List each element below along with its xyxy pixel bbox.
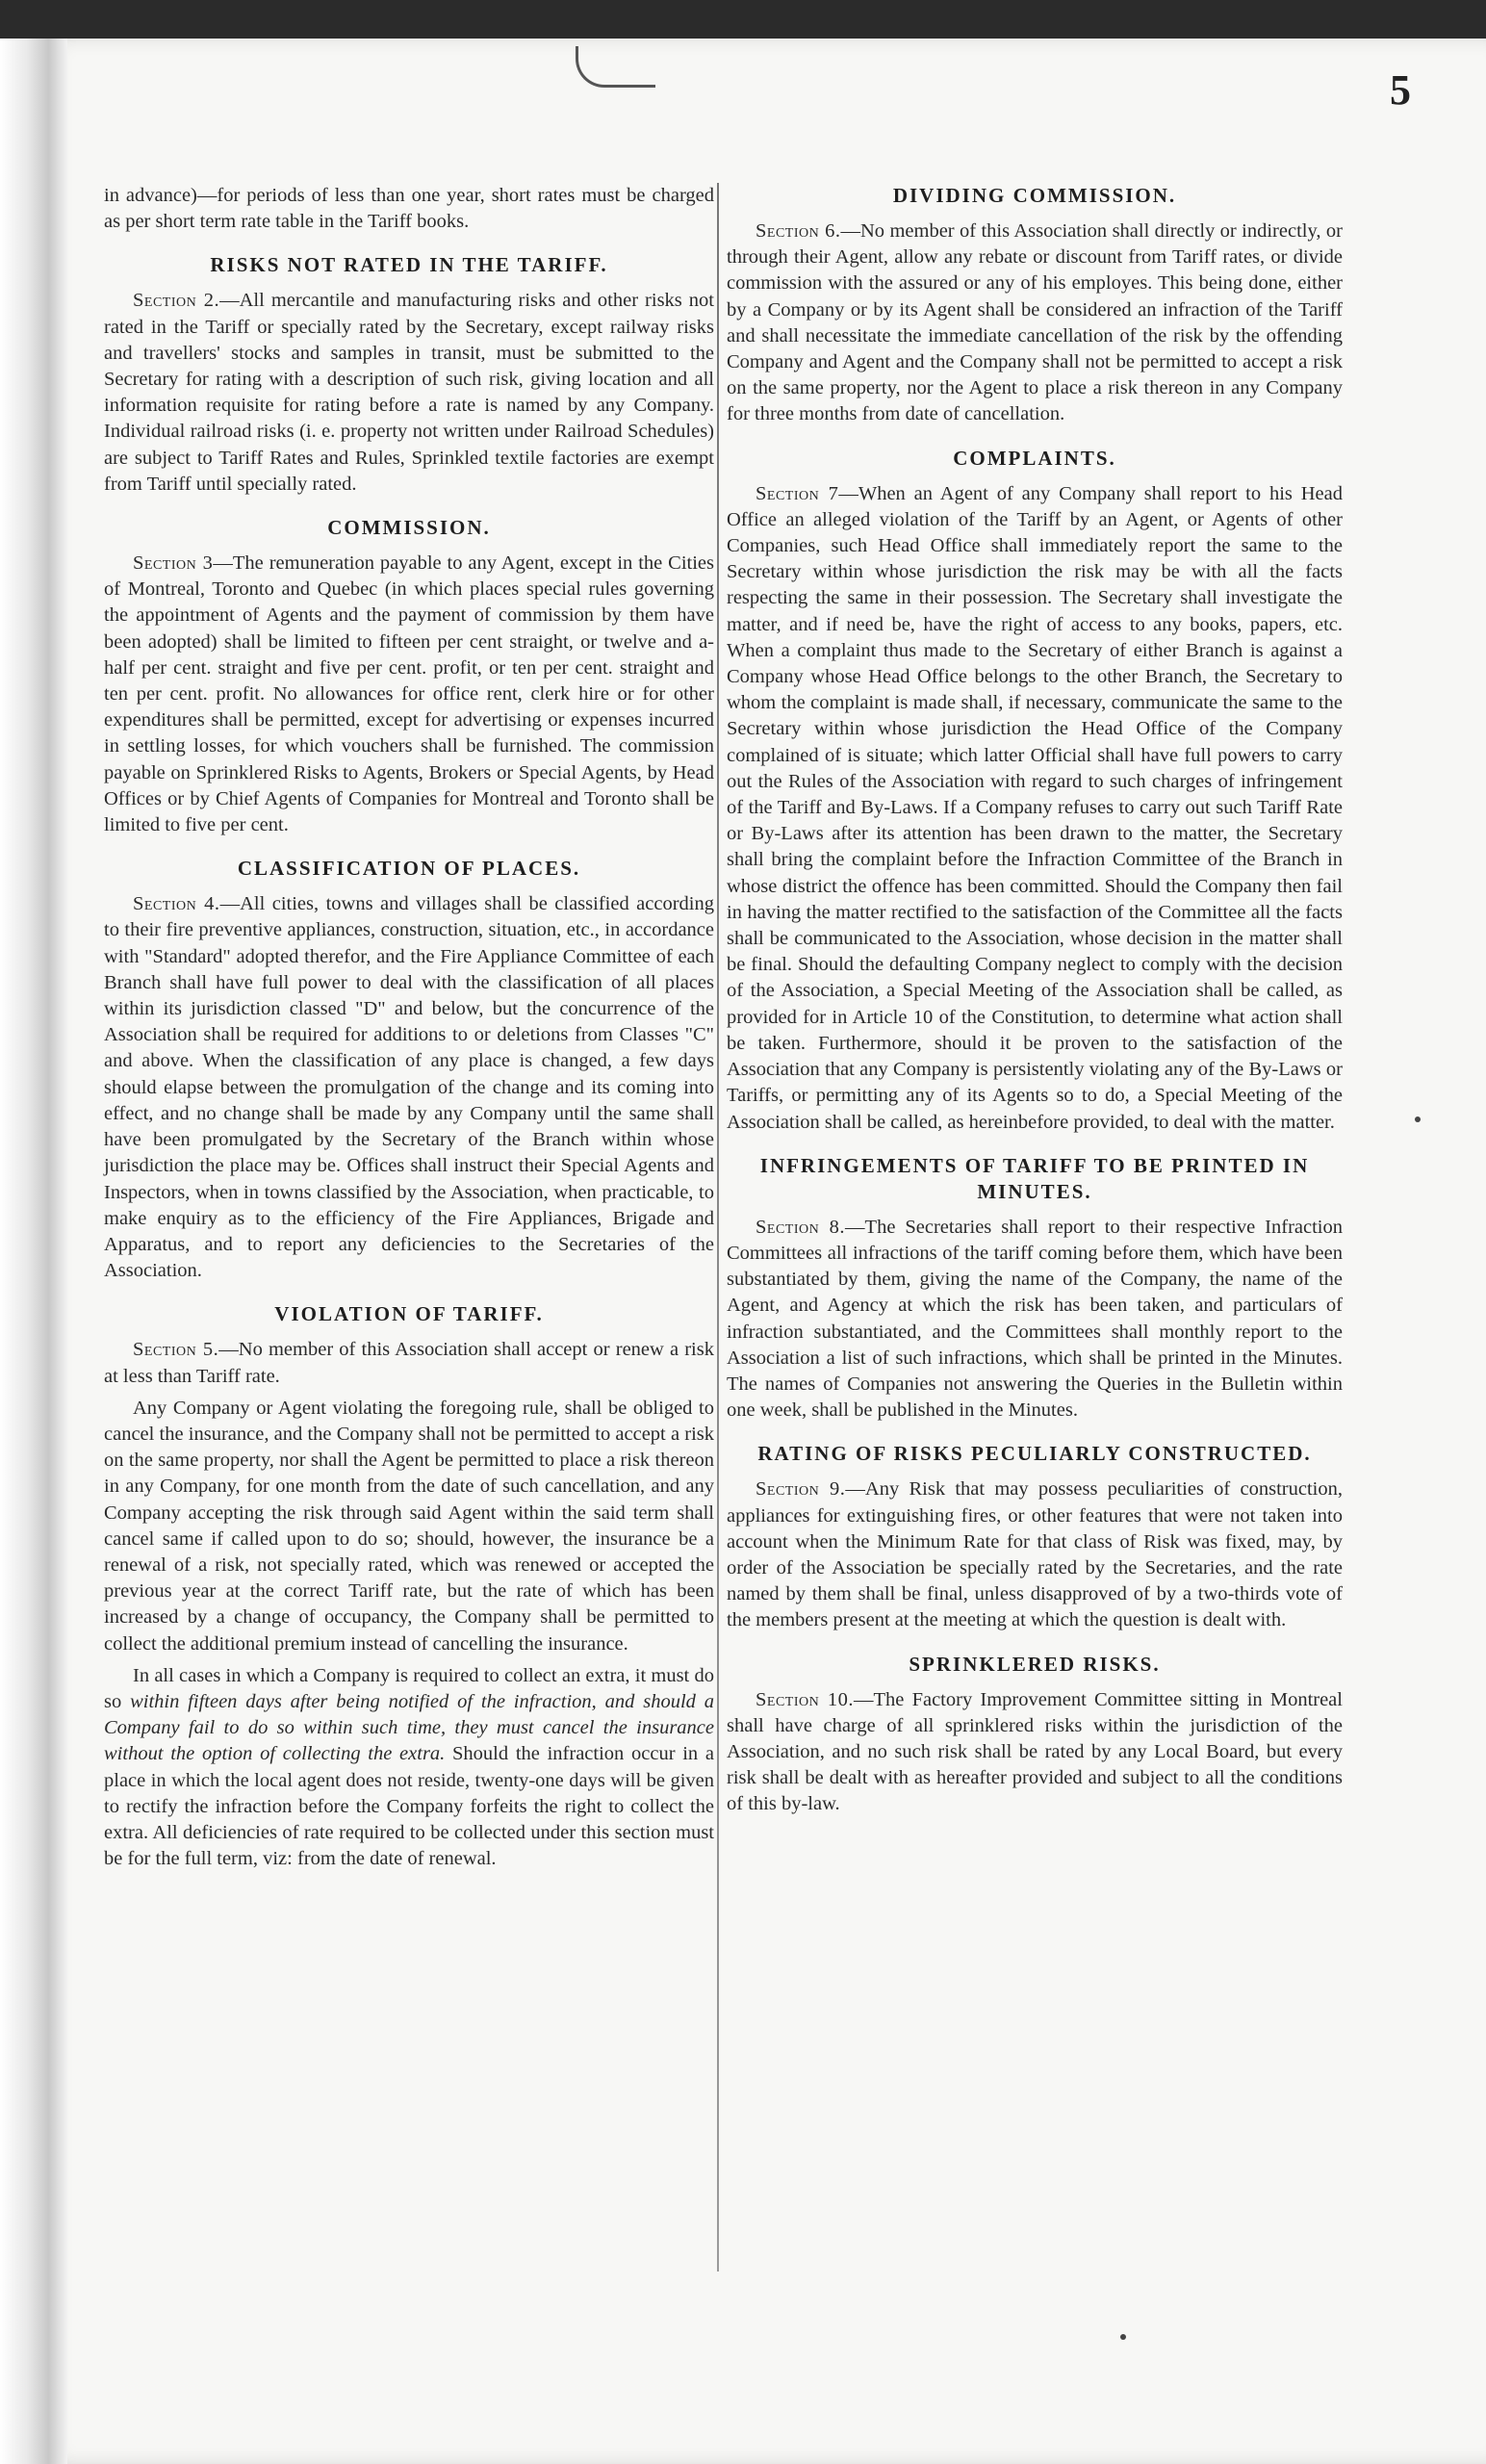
heading-commission: COMMISSION. bbox=[327, 516, 491, 540]
section-3-text: —The remuneration payable to any Agent, except in the Cities of Montreal, Toronto and Quebec (in which places special rules governing the appointment of Agents and the payment of commission by them have been adopted) shall be limited to fifteen per cent straight, or twelve and a-half per cent. straight and five per cent. profit, or ten per cent. straight and ten per cent. profit. No allowances for office rent, clerk hire or for other expenditures shall be permitted, except for advertising or expenses incurred in settling losses, for which vouchers shall be furnished. The commission payable on Sprinklered Risks to Agents, Brokers or Special Agents, by Head Offices or by Chief Agents of Companies for Montreal and Toronto shall be limited to five per cent. bbox=[104, 552, 715, 836]
section-9-label: Section 9. bbox=[756, 1478, 846, 1501]
section-6-text: —No member of this Association shall directly or indirectly, or through their Agent, allow any rebate or discount from Tariff rates, or divide commission with the assured or any of his employes. This being done, either by a Company or by its Agent shall be considered an infraction of the Tariff and shall necessitate the immediate cancellation of the risk by the offending Company and Agent and the Company shall not be permitted to accept a risk on the same property, nor the Agent to place a risk thereon in any Company for three months from date of cancellation. bbox=[727, 220, 1343, 425]
section-5-p3-italic: within fifteen days after being notified of the infraction, and should a Company fail to do so within such time, they must cancel the insurance without the option of collecting the extra. bbox=[104, 1690, 714, 1765]
section-5-label: Section 5. bbox=[133, 1339, 219, 1361]
section-7-label: Section 7 bbox=[756, 482, 839, 504]
section-6-paragraph bbox=[727, 218, 1343, 428]
heading-rating: RATING OF RISKS PECULIARLY CONSTRUCTED. bbox=[757, 1442, 1312, 1466]
section-2-paragraph bbox=[104, 288, 714, 498]
section-5-paragraph-2: Any Company or Agent violating the foregoing rule, shall be obliged to cancel the insurance, and the Company shall not be permitted to accept a risk on the same property, nor shall the Agent be permitted to place a risk thereon in any Company, for one month from the date of such cancellation, and any Company accepting the risk through said Agent within the said term shall cancel same if called upon to do so; should, however, the insurance be a renewal of a risk, not specially rated, which was renewed or accepted the previous year at the correct Tariff rate, but the rate of which has been increased by a change of occupancy, the Company shall be permitted to collect the additional premium instead of cancelling the insurance. bbox=[104, 1397, 714, 1655]
section-10-text: —The Factory Improvement Committee sitting in Montreal shall have charge of all sprinklered risks within the jurisdiction of the Association, and no such risk shall be rated by any Local Board, but every risk shall be dealt with as hereafter provided and subject to all the conditions of this by-law. bbox=[727, 1688, 1343, 1815]
heading-sprinklered: SPRINKLERED RISKS. bbox=[909, 1652, 1161, 1676]
section-10-paragraph bbox=[727, 1687, 1343, 1818]
page-number: 5 bbox=[1390, 66, 1411, 114]
heading-complaints: COMPLAINTS. bbox=[953, 446, 1116, 470]
section-8-paragraph bbox=[727, 1215, 1343, 1424]
section-5-paragraph-3 bbox=[104, 1663, 714, 1873]
ink-speck bbox=[1415, 1116, 1421, 1122]
section-10-label: Section 10. bbox=[756, 1688, 855, 1710]
heading-dividing-commission: DIVIDING COMMISSION. bbox=[892, 184, 1177, 207]
section-5-paragraph bbox=[104, 1337, 714, 1389]
intro-paragraph: in advance)—for periods of less than one year, short rates must be charged as per short term rate table in the Tariff books. bbox=[104, 185, 714, 233]
section-5-p3-end: Should the infraction occur in a place in which the local agent does not reside, twenty-one days will be given to rectify the infraction before the Company forfeits the right to collect the extra. All deficiencies of rate required to be collected under this section must be for the full term, viz: from the date of renewal. bbox=[104, 1743, 714, 1870]
section-2-text: —All mercantile and manufacturing risks and other risks not rated in the Tariff or specially rated by the Secretary, except railway risks and travellers' stocks and samples in transit, must be submitted to the Secretary for rating with a description of such risk, giving location and all information requisite for rating before a rate is named by any Company. Individual railroad risks (i. e. property not written under Railroad Schedules) are subject to Tariff Rates and Rules, Sprinkled textile factories are exempt from Tariff until specially rated. bbox=[104, 290, 714, 495]
section-9-text: —Any Risk that may possess peculiarities of construction, appliances for extinguishing fires, or other features that were not taken into account when the Minimum Rate for that class of Risk was fixed, may, by order of the Association be specially rated by the Secretaries, and the rate named by them shall be final, unless disapproved of by a two-thirds vote of the members present at the meeting at which the question is dealt with. bbox=[727, 1478, 1343, 1631]
heading-violation: VIOLATION OF TARIFF. bbox=[274, 1302, 544, 1326]
section-3-label: Section 3 bbox=[133, 552, 214, 575]
binding-edge bbox=[0, 38, 67, 2464]
ink-speck bbox=[1120, 2334, 1126, 2340]
section-5-text: —No member of this Association shall accept or renew a risk at less than Tariff rate. bbox=[104, 1339, 714, 1387]
section-8-text: —The Secretaries shall report to their respective Infraction Committees all infractions of the tariff coming before them, which have been substantiated by them, giving the name of the Company, the name of the Agent, and Agency at which the risk has been taken, and particulars of infraction substantiated, and the Committees shall monthly report to the Association a list of such infractions, which shall be printed in the Minutes. The names of Companies not answering the Queries in the Bulletin within one week, shall be published in the Minutes. bbox=[727, 1216, 1343, 1422]
section-7-paragraph bbox=[727, 481, 1343, 1136]
section-9-paragraph bbox=[727, 1476, 1343, 1633]
left-column bbox=[104, 183, 714, 1878]
section-2-label: Section 2. bbox=[133, 290, 220, 312]
right-column bbox=[727, 183, 1343, 1824]
heading-classification: CLASSIFICATION OF PLACES. bbox=[237, 857, 581, 881]
heading-infringements: INFRINGEMENTS OF TARIFF TO BE PRINTED IN MINUTES. bbox=[759, 1153, 1310, 1203]
heading-risks-not-rated: RISKS NOT RATED IN THE TARIFF. bbox=[210, 253, 608, 277]
section-3-paragraph bbox=[104, 551, 714, 838]
section-4-paragraph bbox=[104, 891, 714, 1284]
paper-curl-mark bbox=[576, 46, 655, 88]
section-4-text: —All cities, towns and villages shall be classified according to their fire preventive appliances, construction, situation, etc., in accordance with "Standard" adopted therefor, and the Fire Appliance Committee of each Branch shall have full power to deal with the classification of all places within its jurisdiction classed "D" and below, but the concurrence of the Association shall be required for additions to or deletions from Classes "C" and above. When the classification of any place is changed, a few days should elapse between the promulgation of the change and its coming into effect, and no change shall be made by any Company until the same shall have been promulgated by the Secretary of the Branch within whose jurisdiction the place may be. Offices shall instruct their Special Agents and Inspectors, when in towns classified by the Association, when practicable, to make enquiry as to the efficiency of the Fire Appliances, Brigade and Apparatus, and to report any deficiencies to the Secretaries of the Association. bbox=[104, 893, 714, 1282]
column-divider bbox=[717, 183, 719, 2272]
section-4-label: Section 4. bbox=[133, 893, 220, 915]
section-7-text: —When an Agent of any Company shall report to his Head Office an alleged violation of the Tariff by an Agent, or Agents of other Companies, such Head Office shall immediately report the same to the Secretary within whose jurisdiction the risk may be with all the facts respecting the same in their possession. The Secretary shall investigate the matter, and if need be, have the right of access to any books, papers, etc. When a complaint thus made to the Secretary of either Branch is against a Company whose Head Office belongs to the other Branch, the Secretary to whom the complaint is made shall, if necessary, communicate the same to the Secretary within whose jurisdiction the Head Office of the Company complained of is situate; which latter Official shall have full powers to carry out the Rules of the Association with regard to such charges of infringement of the Tariff and By-Laws. If a Company refuses to carry out such Tariff Rate or By-Laws after its attention has been drawn to the matter, the Secretary shall bring the complaint before the Infraction Committee of the Branch in whose district the offence has been committed. Should the Company then fail in having the matter rectified to the satisfaction of the Committee all the facts shall be communicated to the Association, whose decision in the matter shall be final. Should the defaulting Company neglect to comply with the decision of the Association, a Special Meeting of the Association shall be called, as provided for in Article 10 of the Constitution, to determine what action shall be taken. Furthermore, should it be proven to the satisfaction of the Association that any Company is persistently violating any of the By-Laws or Tariffs, or permitting any of its Agents so to do, a Special Meeting of the Association shall be called, as hereinbefore provided, to deal with the matter. bbox=[727, 482, 1343, 1133]
section-6-label: Section 6. bbox=[756, 220, 841, 242]
section-8-label: Section 8. bbox=[756, 1216, 846, 1238]
section-5-p3-start: In all cases in which a Company is required to collect an extra, it must do so bbox=[104, 1664, 714, 1712]
